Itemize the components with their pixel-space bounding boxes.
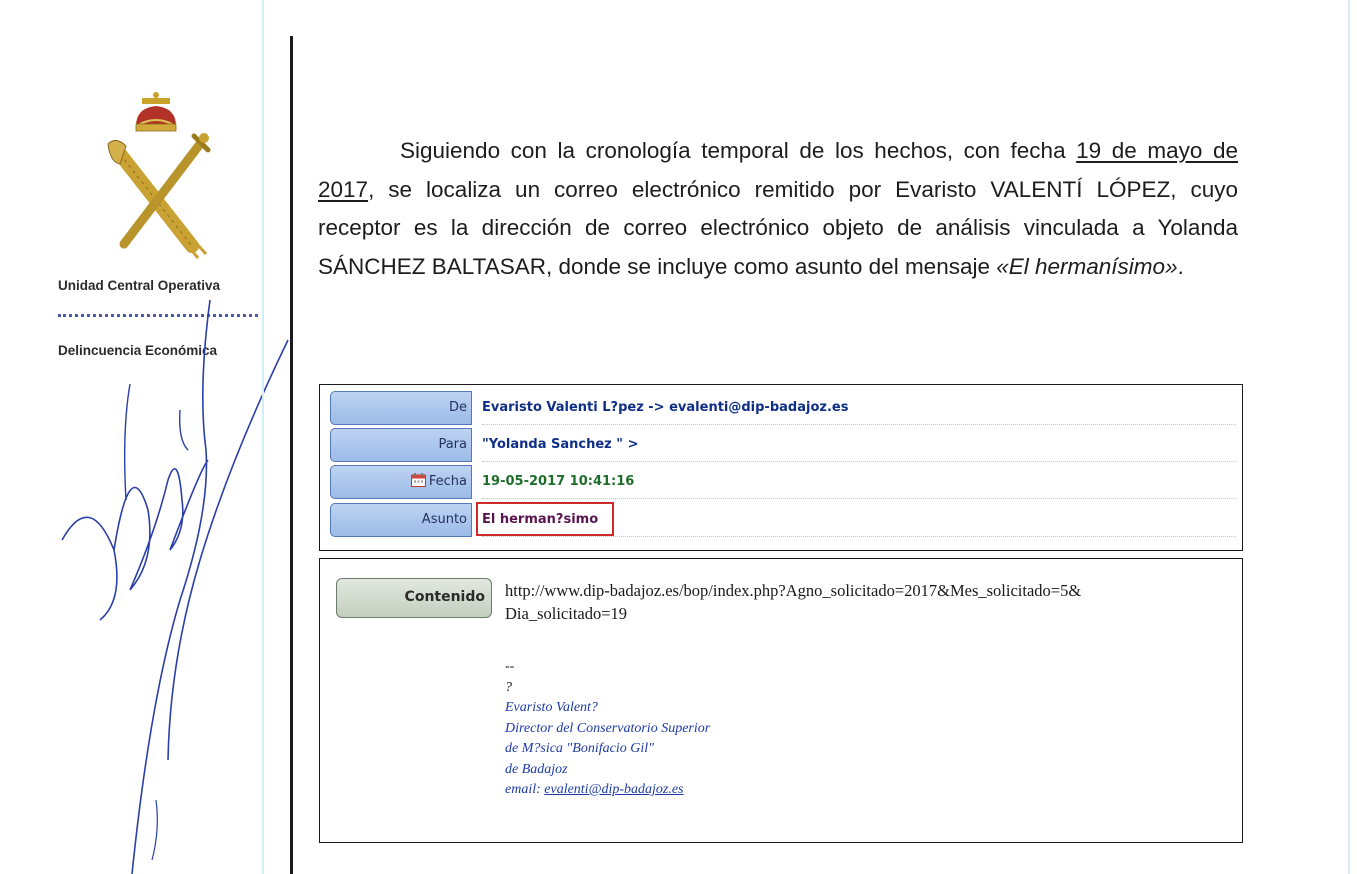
signature-separator: -- bbox=[505, 659, 515, 674]
paragraph-text-1: Siguiendo con la cronología temporal de los hechos, con fecha bbox=[400, 138, 1077, 163]
signature-question-mark: ? bbox=[505, 679, 512, 695]
content-label: Contenido bbox=[336, 578, 492, 618]
email-signature bbox=[505, 657, 710, 801]
calendar-icon bbox=[411, 473, 426, 487]
email-row-subject bbox=[330, 503, 1236, 537]
subject-value: El herman?simo bbox=[482, 512, 599, 527]
email-header-panel bbox=[319, 384, 1243, 551]
email-row-to bbox=[330, 428, 1236, 462]
paragraph-text-3: . bbox=[1177, 253, 1184, 279]
to-label: Para bbox=[330, 428, 472, 462]
signature-org-2: de Badajoz bbox=[505, 761, 568, 777]
signature-org-1: de M?sica "Bonifacio Gil" bbox=[505, 741, 655, 756]
from-value: Evaristo Valenti L?pez -> evalenti@dip-badajoz.es bbox=[482, 400, 849, 415]
guardia-civil-emblem-icon bbox=[96, 86, 216, 266]
paragraph-text-2: , se localiza un correo electrónico remitido por Evaristo VALENTÍ LÓPEZ, cuyo receptor es la dirección de correo electrónico objeto de análisis vinculada a Yolanda SÁNCHEZ BALTASAR, donde se incluye como asunto del mensaje bbox=[318, 176, 1238, 279]
unit-division-label: Delincuencia Económica bbox=[58, 343, 218, 358]
signature-title: Director del Conservatorio Superior bbox=[505, 720, 711, 736]
date-label-text: Fecha bbox=[428, 474, 467, 489]
vertical-rule bbox=[290, 36, 293, 874]
signature-name: Evaristo Valent? bbox=[505, 700, 598, 715]
unit-name-label: Unidad Central Operativa bbox=[58, 278, 221, 293]
subject-label: Asunto bbox=[330, 503, 472, 537]
from-label: De bbox=[330, 391, 472, 425]
document-margin bbox=[0, 0, 262, 874]
date-label bbox=[330, 465, 472, 499]
paragraph-subject: «El hermanísimo» bbox=[996, 253, 1178, 279]
handwritten-signature bbox=[60, 300, 300, 874]
date-value: 19-05-2017 10:41:16 bbox=[482, 474, 635, 489]
signature-email-label: email: bbox=[505, 782, 545, 797]
right-guide-line bbox=[1348, 0, 1350, 874]
email-row-date bbox=[330, 465, 1236, 499]
content-url-line2: Dia_solicitado=19 bbox=[505, 604, 628, 623]
email-row-from bbox=[330, 391, 1236, 425]
paragraph-date: 19 de mayo de 2017 bbox=[318, 138, 1238, 202]
to-value: "Yolanda Sanchez " > bbox=[482, 437, 639, 452]
body-paragraph bbox=[318, 132, 1238, 286]
content-body bbox=[505, 579, 1235, 625]
signature-email-line bbox=[505, 780, 710, 801]
email-content-panel bbox=[319, 558, 1243, 843]
content-url-line1: http://www.dip-badajoz.es/bop/index.php?Agno_solicitado=2017&Mes_solicitado=5& bbox=[505, 581, 1082, 600]
signature-email-link[interactable]: evalenti@dip-badajoz.es bbox=[544, 782, 684, 797]
margin-guide-line bbox=[262, 0, 264, 874]
